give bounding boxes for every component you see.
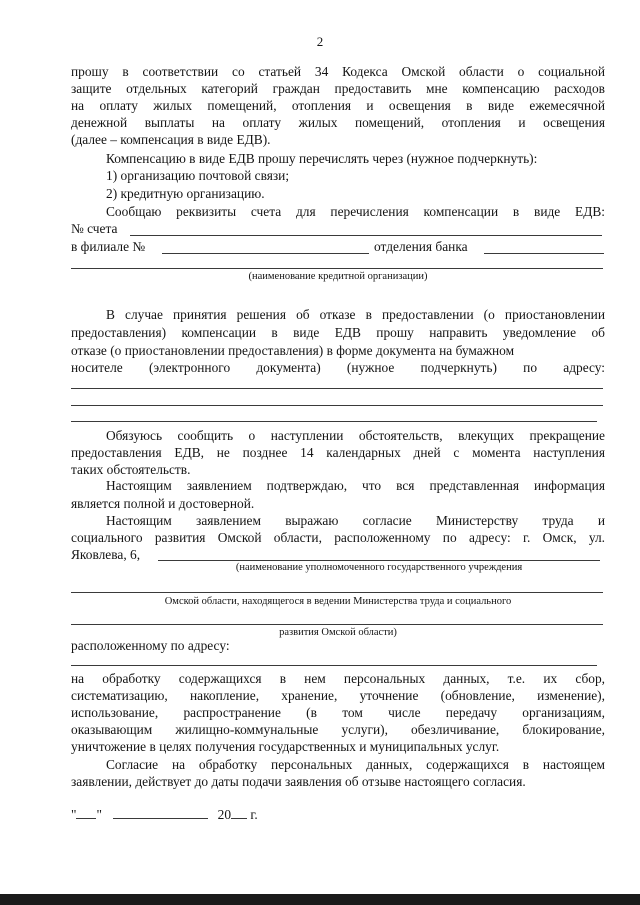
requisites-line: Сообщаю реквизиты счета для перечисления компенсации в виде ЕДВ: xyxy=(106,204,605,219)
refusal-line: отказе (о приостановлении предоставления) в форме документа на бумажном xyxy=(71,343,515,358)
paragraph-line: (далее – компенсация в виде ЕДВ). xyxy=(71,132,271,147)
address-field-1[interactable] xyxy=(71,388,603,389)
date-suffix: г. xyxy=(250,807,258,822)
consent-line: социального развития Омской области, расположенному по адресу: г. Омск, ул. xyxy=(71,530,605,545)
transfer-method-line: Компенсацию в виде ЕДВ прошу перечислять через (нужное подчеркнуть): xyxy=(106,151,538,166)
bank-branch-field[interactable] xyxy=(484,253,604,254)
institution-name-field-3[interactable] xyxy=(71,624,603,625)
confirm-line: является полной и достоверной. xyxy=(71,496,255,511)
omsk-region-caption: Омской области, находящегося в ведении Министерства труда и социального xyxy=(164,596,512,607)
option-post-office[interactable]: 1) организацию почтовой связи; xyxy=(106,168,290,183)
date-day-field[interactable] xyxy=(76,807,96,819)
institution-caption: (наименование уполномоченного государственного учреждения xyxy=(235,562,523,573)
paragraph-line: на оплату жилых помещений, отопления и освещения в виде ежемесячной xyxy=(71,98,605,113)
scan-bottom-edge xyxy=(0,894,640,905)
processing-line: систематизацию, накопление, хранение, уточнение (обновление, изменение), xyxy=(71,688,605,703)
branch-label: в филиале № xyxy=(71,239,146,254)
branch-number-field[interactable] xyxy=(162,253,369,254)
consent-line: Настоящим заявлением выражаю согласие Министерству труда и xyxy=(106,513,605,528)
confirm-line: Настоящим заявлением подтверждаю, что вся представленная информация xyxy=(106,478,605,493)
institution-name-field-2[interactable] xyxy=(71,592,603,593)
account-number-field[interactable] xyxy=(130,235,602,236)
address-field-2[interactable] xyxy=(71,405,603,406)
date-line xyxy=(71,806,331,823)
date-month-field[interactable] xyxy=(113,807,208,819)
institution-address-field[interactable] xyxy=(71,665,597,666)
consent-line: Яковлева, 6, xyxy=(71,547,141,562)
paragraph-line: прошу в соответствии со статьей 34 Кодекса Омской области о социальной xyxy=(71,64,605,79)
paragraph-line: защите отдельных категорий граждан предоставить мне компенсацию расходов xyxy=(71,81,605,96)
address-field-3[interactable] xyxy=(71,421,597,422)
date-year-field[interactable] xyxy=(231,807,247,819)
obligation-line: таких обстоятельств. xyxy=(71,462,191,477)
date-year-prefix: 20 xyxy=(217,807,232,822)
bank-branch-label: отделения банка xyxy=(374,239,468,254)
located-at-label: расположенному по адресу: xyxy=(71,638,230,653)
obligation-line: предоставления ЕДВ, не позднее 14 календарных дней с момента наступления xyxy=(71,445,605,460)
credit-org-caption: (наименование кредитной организации) xyxy=(248,271,428,282)
ministry-caption: развития Омской области) xyxy=(279,627,397,638)
refusal-line: предоставления) компенсации в виде ЕДВ прошу направить уведомление об xyxy=(71,325,605,340)
date-quote-close: " xyxy=(96,807,102,822)
option-credit-org[interactable]: 2) кредитную организацию. xyxy=(106,186,265,201)
processing-line: уничтожение в целях получения государственных и муниципальных услуг. xyxy=(71,739,500,754)
obligation-line: Обязуюсь сообщить о наступлении обстоятельств, влекущих прекращение xyxy=(106,428,605,443)
paragraph-line: денежной выплаты на оплату жилых помещений, отопления и освещения xyxy=(71,115,605,130)
refusal-line: носителе (электронного документа) (нужное подчеркнуть) по адресу: xyxy=(71,360,605,375)
validity-line: заявлении, действует до даты подачи заявления об отзыве настоящего согласия. xyxy=(71,774,526,789)
processing-line: на обработку содержащихся в нем персональных данных, т.е. их сбор, xyxy=(71,671,605,686)
date-quote-open: " xyxy=(71,807,77,822)
account-label: № счета xyxy=(71,221,118,236)
credit-org-field[interactable] xyxy=(71,268,603,269)
refusal-line: В случае принятия решения об отказе в предоставлении (о приостановлении xyxy=(106,307,605,322)
processing-line: использование, распространение (в том числе передачу организациям, xyxy=(71,705,605,720)
validity-line: Согласие на обработку персональных данных, содержащихся в настоящем xyxy=(106,757,605,772)
processing-line: оказывающим жилищно-коммунальные услуги), обезличивание, блокирование, xyxy=(71,722,605,737)
page-number: 2 xyxy=(316,34,324,49)
